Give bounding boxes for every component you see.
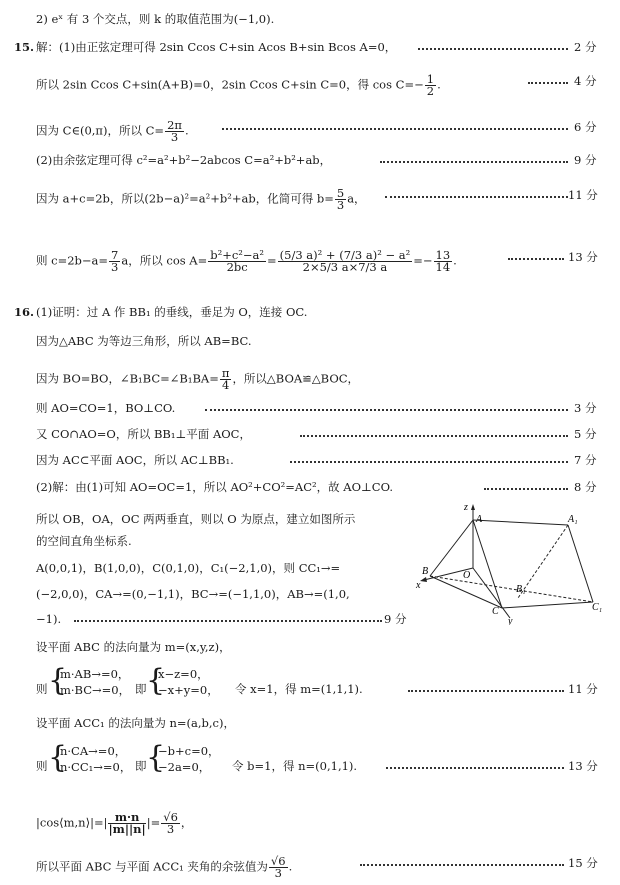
label-x: x [416, 580, 421, 591]
edge-A1C1 [568, 525, 593, 602]
dot-leader [418, 48, 568, 50]
system-1-result: 令 x=1，得 m=(1,1,1). [235, 682, 363, 696]
that-is-label: 即 [135, 759, 147, 773]
q16-line-14: 设平面 ACC₁ 的法向量为 n=(a,b,c)， [36, 716, 235, 730]
q16-line-15-end: ， [180, 815, 193, 830]
q15-line-5-text: 因为 a+c=2b，所以(2b−a)²=a²+b²+ab，化简可得 b= [36, 191, 334, 206]
equation: −x+y=0， [158, 683, 219, 697]
score-label: 7 分 [574, 453, 597, 467]
q15-line-3-text: 因为 C∈(0,π)，所以 C= [36, 123, 165, 138]
then-label: 则 [36, 759, 48, 773]
q15-line-1: 解：(1)由正弦定理可得 2sin Ccos C+sin Acos B+sin Bcos A=0， [36, 40, 397, 54]
q16-line-6: 因为 AC⊂平面 AOC，所以 AC⊥BB₁. [36, 453, 234, 467]
q16-line-8: 所以 OB，OA，OC 两两垂直，则以 O 为原点，建立如图所示 [36, 512, 356, 526]
q16-line-15-b: |= [146, 815, 161, 830]
equation: −b+c=0， [158, 744, 220, 758]
q15-line-6-c: = [267, 253, 277, 268]
fraction-denominator: 2×5/3 a×7/3 a [302, 260, 388, 274]
score-label: 9 分 [574, 153, 597, 167]
q15-line-2-text: 所以 2sin Ccos C+sin(A+B)=0，2sin Ccos C+sin C=0，得 cos C=− [36, 77, 424, 92]
fraction-denominator: 3 [274, 866, 282, 880]
label-z: z [464, 502, 468, 513]
q15-line-6-end: . [453, 253, 457, 268]
fraction [208, 250, 266, 273]
label-A1: A₁ [568, 514, 578, 525]
score-label: 13 分 [568, 250, 598, 264]
system-2-result: 令 b=1，得 n=(0,1,1). [232, 759, 358, 773]
q15-line-2-end: . [437, 77, 441, 92]
system-1-right [158, 666, 219, 698]
q15-line-5-end: a， [347, 191, 366, 206]
fraction [335, 188, 346, 211]
fraction-denominator: 3 [170, 130, 179, 144]
q16-line-4: 则 AO=CO=1，BO⊥CO. [36, 401, 176, 415]
fraction [220, 368, 232, 391]
that-is-label: 即 [135, 682, 147, 696]
q16-line-12: −1). [36, 612, 62, 626]
then-label: 则 [36, 682, 48, 696]
q15-line-2 [36, 74, 441, 97]
label-O: O [463, 570, 471, 581]
fraction-numerator: 13 [435, 248, 451, 262]
q16-line-5: 又 CO∩AO=O，所以 BB₁⊥平面 AOC， [36, 427, 251, 441]
score-label: 9 分 [384, 612, 407, 626]
dot-leader [360, 864, 564, 866]
fraction-numerator: √6 [270, 854, 286, 868]
q15-line-3-end: . [184, 123, 189, 138]
system-2-right [158, 743, 220, 775]
equation: n·CA→=0， [60, 744, 127, 758]
fraction-denominator: 4 [221, 378, 230, 392]
dot-leader [300, 435, 568, 437]
q15-line-4: (2)由余弦定理可得 c²=a²+b²−2abcos C=a²+b²+ab， [36, 153, 332, 167]
label-B: B [422, 566, 429, 577]
question-number-16: 16. [14, 305, 35, 319]
score-label: 13 分 [568, 759, 598, 773]
score-label: 11 分 [568, 682, 598, 696]
q16-line-2: 因为△ABC 为等边三角形，所以 AB=BC. [36, 334, 252, 348]
dot-leader [386, 767, 564, 769]
dot-leader [380, 161, 568, 163]
equation: m·BC→=0， [60, 683, 131, 697]
q16-line-10: A(0,0,1)，B(1,0,0)，C(0,1,0)，C₁(−2,1,0)，则 CC₁→= [36, 561, 341, 575]
dot-leader [408, 690, 564, 692]
q15-line-6 [36, 250, 457, 273]
score-label: 6 分 [574, 120, 597, 134]
left-brace: { [146, 740, 166, 775]
fraction-denominator: 3 [111, 260, 119, 274]
label-C: C [492, 606, 499, 617]
score-label: 5 分 [574, 427, 597, 441]
fraction-numerator: 1 [426, 72, 435, 86]
dot-leader [290, 461, 568, 463]
edge-AA1 [473, 520, 568, 525]
fraction [278, 250, 413, 273]
dot-leader [385, 196, 568, 198]
system-2-left [60, 743, 131, 775]
edge-AC [473, 520, 502, 608]
score-label: 8 分 [574, 480, 597, 494]
question-number-15: 15. [14, 40, 35, 54]
score-label: 15 分 [568, 856, 598, 870]
score-label: 4 分 [574, 74, 597, 88]
left-brace: { [146, 663, 166, 698]
fraction-numerator: (5/3 a)² + (7/3 a)² − a² [279, 248, 411, 262]
equation: m·AB→=0， [60, 667, 130, 681]
score-label: 2 分 [574, 40, 597, 54]
label-y: y [508, 616, 513, 625]
fraction [108, 812, 145, 835]
fraction-denominator: 2bc [226, 260, 248, 274]
fraction-denominator: 3 [166, 822, 175, 836]
fraction [161, 812, 180, 835]
q16-line-16-end: . [288, 859, 293, 874]
fraction [109, 250, 120, 273]
dot-leader [74, 620, 382, 622]
coordinate-figure [408, 500, 608, 625]
score-label: 3 分 [574, 401, 597, 415]
system-1-left [60, 666, 130, 698]
q16-line-13: 设平面 ABC 的法向量为 m=(x,y,z)， [36, 640, 231, 654]
q16-line-15 [36, 812, 192, 835]
dot-leader [484, 488, 568, 490]
fraction [269, 856, 288, 879]
q15-line-5 [36, 188, 366, 211]
q16-line-11: (−2,0,0)，CA→=(0,−1,1)，BC→=(−1,1,0)，AB→=(1,0, [36, 587, 350, 601]
q16-line-3 [36, 368, 359, 391]
dot-leader [205, 409, 568, 411]
fraction [165, 120, 184, 143]
fraction-numerator: b²+c²−a² [210, 248, 265, 262]
label-C1: C₁ [592, 602, 603, 613]
equation: x−z=0， [158, 667, 209, 681]
q16-line-1: (1)证明：过 A 作 BB₁ 的垂线，垂足为 O，连接 OC. [36, 305, 308, 319]
dot-leader [222, 128, 568, 130]
q16-line-16 [36, 856, 292, 879]
q15-line-3 [36, 120, 189, 143]
fraction-numerator: m·n [108, 812, 145, 824]
fraction-denominator: 3 [336, 198, 345, 212]
score-label: 11 分 [568, 188, 598, 202]
fraction-numerator: 7 [111, 248, 119, 262]
q15-line-6-d: =− [413, 253, 433, 268]
fraction [425, 74, 436, 97]
label-B1: B₁ [516, 584, 526, 595]
q16-line-9: 的空间直角坐标系. [36, 534, 132, 548]
q16-line-15-a: |cos⟨m,n⟩|=| [36, 815, 108, 830]
q16-line-7: (2)解：由(1)可知 AO=OC=1，所以 AO²+CO²=AC²，故 AO⊥CO. [36, 480, 394, 494]
q15-line-6-b: a，所以 cos A= [121, 253, 208, 268]
equation: n·CC₁→=0， [60, 760, 132, 774]
fraction-denominator: 2 [426, 84, 435, 98]
edge-AB [430, 520, 473, 576]
q16-line-16-text: 所以平面 ABC 与平面 ACC₁ 夹角的余弦值为 [36, 859, 268, 874]
label-A: A [476, 514, 483, 525]
left-brace: { [48, 740, 68, 775]
dot-leader [508, 258, 564, 260]
dot-leader [528, 82, 568, 84]
fraction-denominator: 14 [435, 260, 451, 274]
fraction-denominator: |m||n| [108, 822, 146, 836]
q15-line-6-a: 则 c=2b−a= [36, 253, 109, 268]
fraction [434, 250, 453, 273]
fraction-numerator: 2π [167, 118, 182, 132]
previous-answer-tail: 2) eˣ 有 3 个交点，则 k 的取值范围为(−1,0). [36, 12, 275, 26]
q16-line-3-text: 因为 BO=BO，∠B₁BC=∠B₁BA= [36, 371, 219, 386]
fraction-numerator: √6 [163, 810, 178, 824]
edge-CC1 [502, 602, 593, 608]
fraction-numerator: 5 [336, 186, 345, 200]
left-brace: { [48, 663, 68, 698]
equation: −2a=0， [158, 760, 211, 774]
fraction-numerator: π [221, 366, 230, 380]
q16-line-3-end: ，所以△BOA≌△BOC， [232, 371, 360, 386]
edge-BB1 [430, 576, 593, 602]
